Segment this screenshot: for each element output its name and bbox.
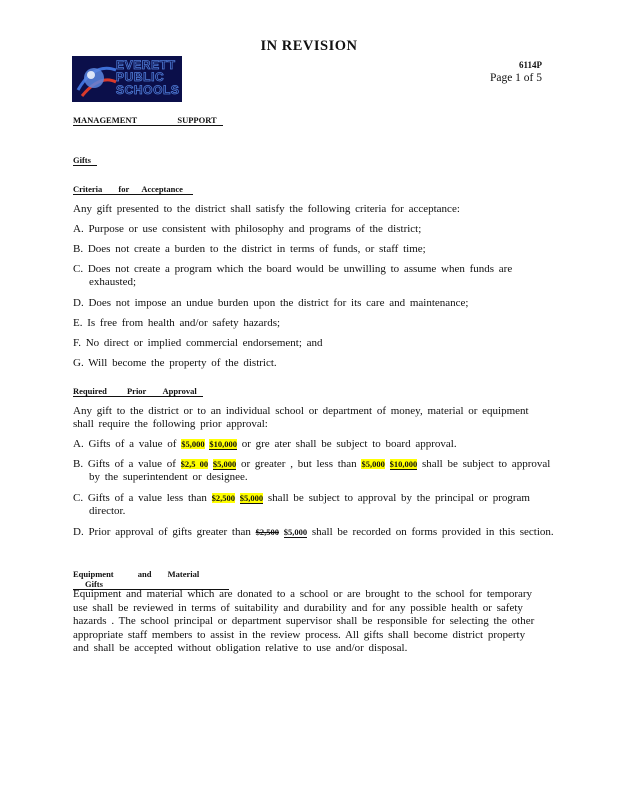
criteria-item: F. No direct or implied commercial endorsement; and (73, 337, 323, 349)
logo-line: EVERETT (116, 58, 176, 72)
approval-item-a (73, 438, 543, 451)
logo-line: PUBLIC (116, 70, 165, 85)
revision-status: IN REVISION (260, 38, 358, 54)
section-heading (73, 115, 223, 126)
approval-item-b (73, 458, 559, 484)
highlighted-amount: $2,500 (211, 493, 236, 503)
item-text: D. Prior approval of gifts greater than (73, 526, 251, 538)
section-secondary: SUPPORT (177, 115, 217, 125)
criteria-item: G. Will become the property of the district. (73, 357, 277, 369)
page-number: Page 1 of 5 (489, 72, 542, 84)
topic-heading: Gifts (73, 155, 97, 166)
item-text: shall be subject to approval by the principal or program director. (89, 492, 530, 517)
highlighted-amount: $2,5 00 (180, 459, 209, 469)
logo-wordmark (116, 59, 180, 96)
criteria-item: C. Does not create a program which the board would be unwilling to assume when funds are exhausted; (73, 263, 513, 288)
criteria-item: A. Purpose or use consistent with philosophy and programs of the district; (73, 223, 422, 235)
item-text: or gre ater shall be subject to board approval. (241, 438, 457, 450)
item-text: shall be subject to approval by the superintendent or designee. (89, 458, 551, 483)
item-text: B. Gifts of a value of (73, 458, 176, 470)
heading-word: Acceptance (141, 184, 183, 194)
criteria-item: B. Does not create a burden to the district in terms of funds, or staff time; (73, 243, 426, 255)
approval-item-c (73, 492, 559, 518)
approval-intro: Any gift to the district or to an individual school or department of money, material or equipment shall require the following prior approval: (73, 405, 529, 430)
section-primary: MANAGEMENT (73, 115, 138, 125)
new-amount: $5,000 (283, 527, 308, 537)
item-text: A. Gifts of a value of (73, 438, 177, 450)
highlighted-amount: $5,000 (361, 459, 385, 469)
highlighted-amount: $5,000 (239, 493, 264, 503)
equipment-heading (73, 569, 229, 590)
heading-word: and (137, 569, 152, 579)
policy-code: 6114P (518, 60, 542, 70)
highlighted-amount: $5,000 (181, 439, 205, 449)
heading-word: Criteria (73, 184, 103, 194)
criteria-item: D. Does not impose an undue burden upon the district for its care and maintenance; (73, 297, 469, 309)
highlighted-amount: $10,000 (389, 459, 418, 469)
criteria-intro: Any gift presented to the district shall satisfy the following criteria for acceptance: (73, 203, 460, 215)
highlighted-amount: $5,000 (212, 459, 237, 469)
approval-item-d (73, 526, 559, 539)
logo-line: SCHOOLS (116, 82, 180, 97)
item-text: or greater , but less than (241, 458, 357, 470)
heading-word: Prior (126, 386, 147, 396)
district-logo (72, 56, 182, 102)
heading-word: for (118, 184, 130, 194)
struck-amount: $2,500 (255, 527, 279, 537)
heading-word: Gifts (85, 579, 103, 589)
approval-heading (73, 386, 203, 397)
equipment-body: Equipment and material which are donated to a school or are brought to the school for temporary use shall be reviewed in terms of suitability and durability and for any possible health or safety hazards . The school principal or department supervisor shall be responsible for selecting the other appropriate staff members to assist in the review process. All gifts shall become district property and shall be accepted without obligation relative to use and/or disposal. (73, 588, 535, 655)
heading-word: Equipment (73, 569, 114, 579)
item-text: C. Gifts of a value less than (73, 492, 207, 504)
heading-word: Approval (162, 386, 197, 396)
item-text: shall be recorded on forms provided in this section. (311, 526, 554, 538)
heading-word: Material (167, 569, 200, 579)
heading-word: Required (73, 386, 107, 396)
highlighted-amount: $10,000 (209, 439, 237, 449)
criteria-item: E. Is free from health and/or safety hazards; (73, 317, 281, 329)
criteria-heading (73, 184, 193, 195)
